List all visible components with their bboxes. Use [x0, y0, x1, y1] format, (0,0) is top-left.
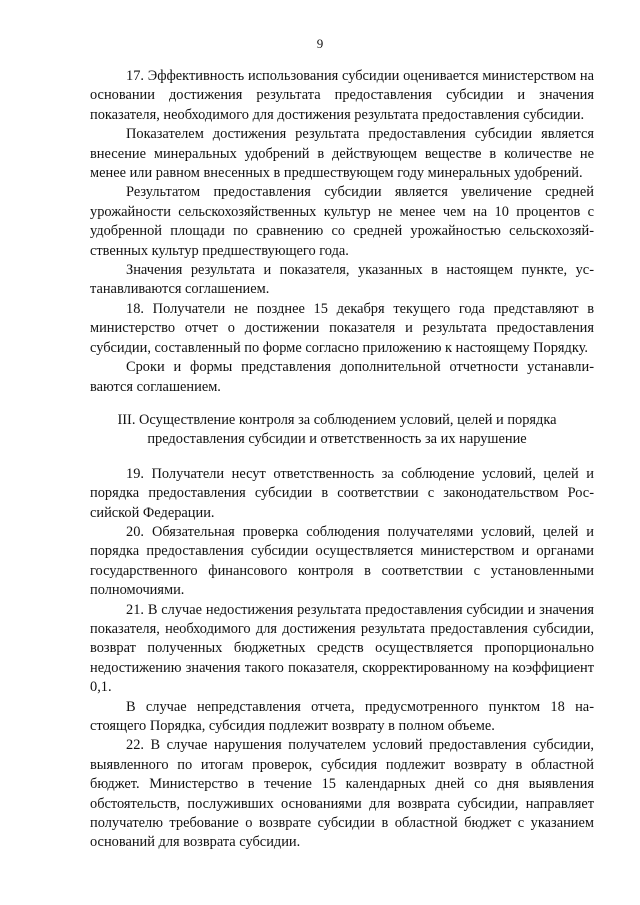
paragraph-reporting-terms: Сроки и формы представления дополнительной отчетности устанавливаются соглашением. — [90, 359, 594, 395]
paragraph-17: 17. Эффективность использования субсидии оценивается министерством на основании достижения результата предоставления субсидии и значения показателя, необходимого для достижения результата предоставления субсидии. — [90, 68, 594, 123]
paragraph-21: 21. В случае недостижения результата предоставления субсидии и значения показателя, необходимого для достижения результата предоставления субсидии, возврат полученных бюджетных средств осуществляется пропорционально недостижению значения такого показателя, скорректированному на коэффициент 0,1. — [90, 601, 594, 696]
paragraph-18: 18. Получатели не позднее 15 декабря текущего года представляют в министерство отчет о достижении показателя и результата предоставления субсидии, составленный по форме согласно приложению к настоящему Порядку. — [90, 300, 594, 356]
paragraph-values-agreement: Значения результата и показателя, указанных в настоящем пункте, устанавливаются соглашением. — [90, 262, 594, 298]
page-number: 9 — [316, 36, 324, 51]
paragraph-22: 22. В случае нарушения получателем условий предоставления субсидии, выявленного по итогам проверок, субсидия подлежит возврату в областной бюджет. Министерство в течение 15 календарных дней со дня выявления обстоятельств, послуживших основаниями для возврата субсидии, направляет получателю требование о возврате субсидии в областной бюджет с указанием оснований для возврата субсидии. — [90, 737, 594, 851]
paragraph-19: 19. Получатели несут ответственность за соблюдение условий, целей и порядка предоставления субсидии в соответствии с законодательством Российской Федерации. — [90, 465, 594, 521]
paragraph-report-failure: В случае непредставления отчета, предусмотренного пунктом 18 настоящего Порядка, субсидия подлежит возврату в полном объеме. — [90, 698, 594, 734]
paragraph-20: 20. Обязательная проверка соблюдения получателями условий, целей и порядка предоставления субсидии осуществляется министерством и органами государственного финансового контроля в соответствии с установленными полномочиями. — [90, 523, 594, 599]
document-body — [90, 67, 594, 853]
section-heading: III. Осуществление контроля за соблюдением условий, целей и порядка предоставления субсидии и ответственность за их нарушение — [117, 411, 557, 448]
paragraph-result-definition: Результатом предоставления субсидии является увеличение средней урожайности сельскохозяйственных культур не менее чем на 10 процентов с удобренной площади по сравнению со средней урожайностью сельскохозяйственных культур предшествующего года. — [90, 184, 594, 259]
paragraph-indicator-definition: Показателем достижения результата предоставления субсидии является внесение минеральных удобрений в действующем веществе в количестве не менее или равном внесенных в предшествующем году минеральных удобрений. — [90, 126, 594, 182]
